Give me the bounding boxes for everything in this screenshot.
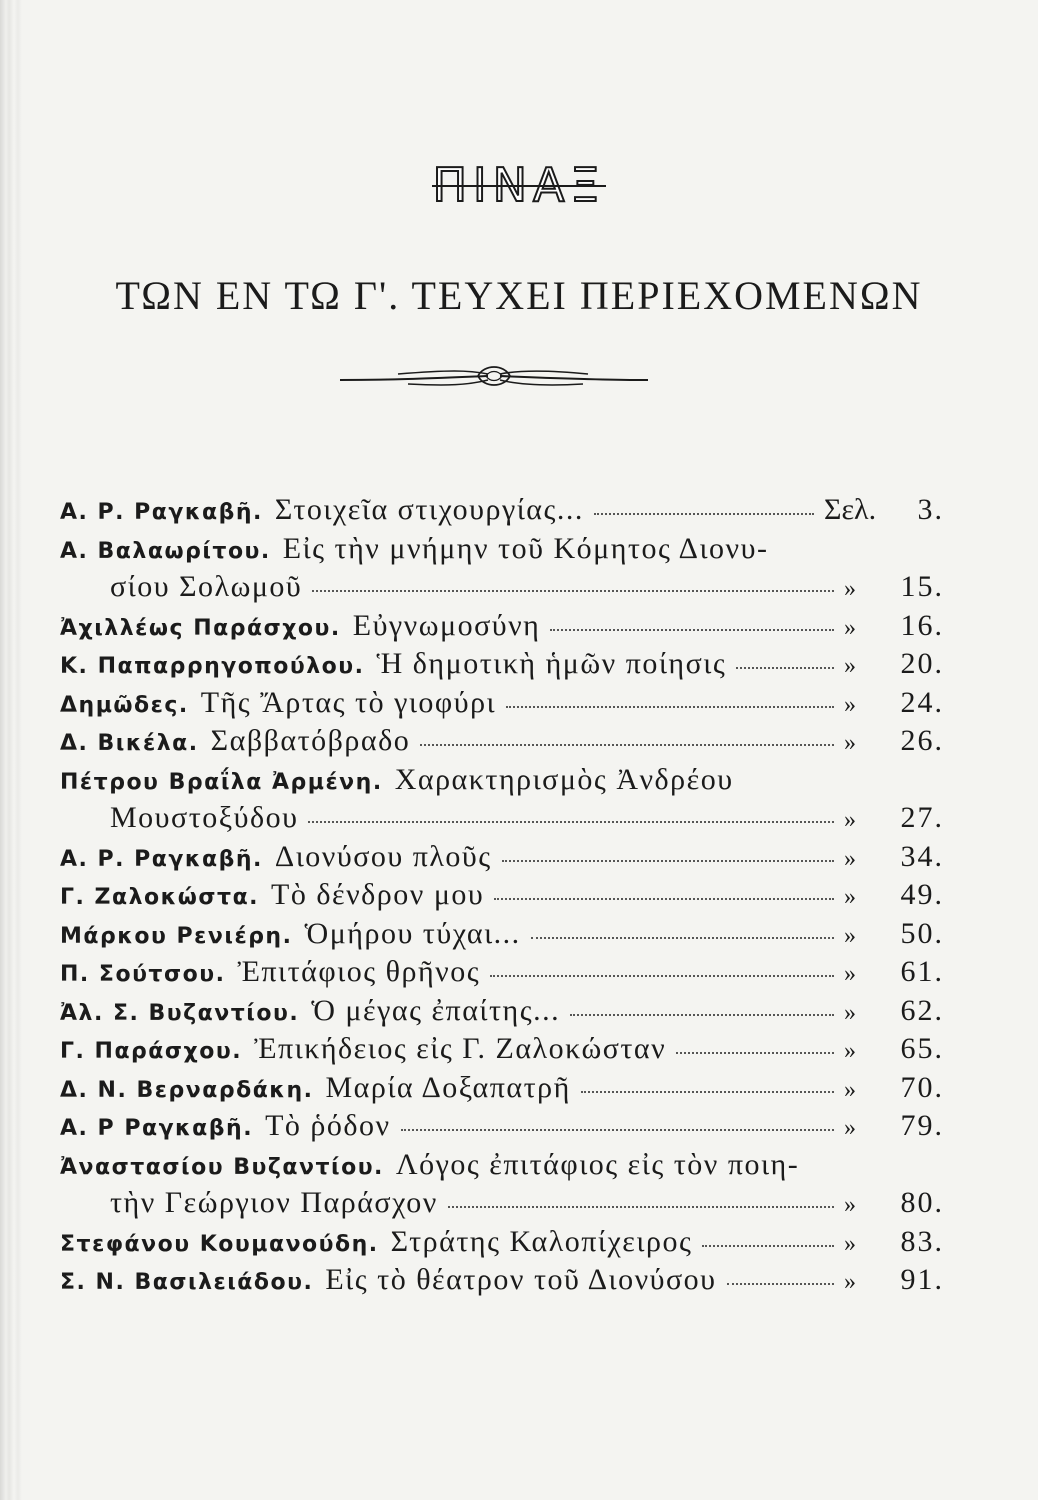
toc-entry [60,763,944,802]
page-edge [0,0,22,1500]
ditto-mark: » [844,730,856,756]
toc-title: Στράτης Καλοπίχειρος [390,1224,693,1258]
toc-page-number: 24. [900,685,944,719]
dot-leader [308,821,834,823]
dot-leader [312,590,834,592]
toc-page-number: 80. [900,1186,944,1219]
ditto-mark: » [844,653,856,679]
toc-title: Λόγος ἐπιτάφιος εἰς τὸν ποιη- [395,1147,800,1181]
dot-leader [448,1206,834,1208]
ditto-mark: » [844,1038,856,1064]
toc-page-number: 79. [900,1109,944,1142]
dot-leader [702,1245,834,1247]
toc-page-number: 15. [900,570,944,603]
toc-entry [60,686,944,725]
toc-author: Γ. Παράσχου. [60,1039,243,1064]
toc-entry [60,1263,944,1302]
ditto-mark: » [844,999,856,1026]
toc-entry [60,1032,944,1071]
ditto-mark: » [844,1076,856,1103]
page-subtitle: ΤΩΝ ΕΝ ΤΩ Γ'. ΤΕΥΧΕΙ ΠΕΡΙΕΧΟΜΕΝΩΝ [115,273,923,318]
ditto-mark: » [844,1115,856,1141]
toc-author: Δ. Ν. Βερναρδάκη. [60,1077,314,1103]
ornament-divider [338,360,650,394]
toc-author: Ἀχιλλέως Παράσχου. [60,615,341,641]
toc-entry [60,532,944,571]
ditto-mark: » [844,845,856,872]
toc-title: Χαρακτηρισμὸς Ἀνδρέου [394,762,734,796]
toc-entry [60,609,944,648]
toc-author: Α. Ρ Ραγκαβῆ. [60,1116,254,1141]
page-prefix: Σελ. [824,493,877,526]
toc-title: Σαββατόβραδο [210,724,411,757]
toc-page-number: 83. [900,1224,944,1258]
toc-entry-continuation [60,570,944,609]
toc-page-number: 49. [900,878,944,911]
dot-leader [506,706,834,708]
toc-entry [60,1148,944,1187]
dot-leader [494,898,834,900]
dot-leader [581,1091,834,1093]
toc-entry [60,493,944,532]
toc-page-number: 70. [900,1070,944,1104]
toc-page-number: 50. [900,916,944,950]
toc-page-number: 27. [900,801,944,834]
page-title [0,158,1038,212]
toc-page-number: 26. [900,724,944,757]
toc-author: Πέτρου Βραΐλα Ἀρμένη. [60,769,383,795]
toc-title: Τὸ ῥόδον [265,1109,391,1142]
ditto-mark: » [844,961,856,987]
ditto-mark: » [844,691,856,718]
toc-title: Εἰς τὴν μνήμην τοῦ Κόμητος Διονυ- [282,531,769,565]
toc-entry [60,840,944,879]
ditto-mark: » [844,884,856,910]
toc-page-number: 62. [900,993,944,1027]
ditto-mark: » [844,1192,856,1218]
toc-entry [60,878,944,917]
dot-leader [420,744,834,746]
toc-author: Π. Σούτσου. [60,962,226,987]
toc-author: Δημῶδες. [60,692,189,718]
toc-author: Σ. Ν. Βασιλειάδου. [60,1270,314,1295]
toc-page-number: 20. [900,647,944,680]
toc-author: Μάρκου Ρενιέρη. [60,923,293,949]
dot-leader [594,513,814,515]
toc-page-number: 65. [900,1032,944,1065]
toc-title: Στοιχεῖα στιχουργίας... [274,493,584,526]
toc-author: Ἀναστασίου Βυζαντίου. [60,1154,384,1180]
dot-leader [401,1129,834,1131]
toc-entry [60,724,944,763]
toc-page-number: 61. [900,955,944,988]
toc-entry [60,647,944,686]
toc-page-number: 91. [900,1263,944,1296]
ditto-mark: » [844,614,856,641]
toc-title: Τῆς Ἄρτας τὸ γιοφύρι [200,685,497,719]
dot-leader [676,1052,834,1054]
ditto-mark: » [844,576,856,602]
toc-entry-continuation [60,801,944,840]
toc-page-number: 3. [917,493,944,526]
dot-leader [570,1014,834,1016]
toc-page-number: 34. [900,839,944,873]
toc-title: Τὸ δένδρον μου [271,878,485,911]
toc-title-continuation: Μουστοξύδου [110,801,299,834]
toc-title-continuation: σίου Σολωμοῦ [110,570,303,603]
toc-entry [60,1225,944,1264]
ditto-mark: » [844,1269,856,1295]
toc-title-continuation: τὴν Γεώργιον Παράσχον [110,1186,438,1219]
toc-author: Α. Ρ. Ραγκαβῆ. [60,846,263,872]
toc-title: Εἰς τὸ θέατρον τοῦ Διονύσου [325,1263,717,1296]
toc-author: Α. Βαλαωρίτου. [60,538,271,564]
toc-title: Διονύσου πλοῦς [274,839,492,873]
toc-entry [60,955,944,994]
toc-title: Εὐγνωμοσύνη [352,608,541,642]
dot-leader [736,667,834,669]
toc-author: Δ. Βικέλα. [60,731,199,756]
toc-author: Γ. Ζαλοκώστα. [60,885,260,910]
toc-entry [60,1071,944,1110]
ditto-mark: » [844,922,856,949]
toc-author: Ἀλ. Σ. Βυζαντίου. [60,1000,300,1026]
toc-page-number: 16. [900,608,944,642]
toc-author: Α. Ρ. Ραγκαβῆ. [60,500,263,525]
table-of-contents [60,493,944,1302]
ditto-mark: » [844,807,856,833]
toc-title: Ἡ δημοτικὴ ἡμῶν ποίησις [376,647,727,680]
toc-entry [60,994,944,1033]
toc-author: Κ. Παπαρρηγοπούλου. [60,654,365,679]
toc-author: Στεφάνου Κουμανούδη. [60,1231,379,1257]
toc-entry [60,1109,944,1148]
toc-entry-continuation [60,1186,944,1225]
toc-title: Ἐπιτάφιος θρῆνος [237,955,481,988]
toc-title: Ὁμήρου τύχαι... [304,916,521,950]
dot-leader [550,629,834,631]
toc-title: Μαρία Δοξαπατρῆ [325,1070,571,1104]
title-text: ΠΙΝΑΞ [432,158,606,212]
dot-leader [490,975,834,977]
dot-leader [502,860,834,862]
ditto-mark: » [844,1230,856,1257]
dot-leader [531,937,834,939]
toc-entry [60,917,944,956]
toc-title: Ὁ μέγας ἐπαίτης... [311,993,561,1027]
dot-leader [727,1283,834,1285]
toc-title: Ἐπικήδειος εἰς Γ. Ζαλοκώσταν [254,1032,667,1065]
